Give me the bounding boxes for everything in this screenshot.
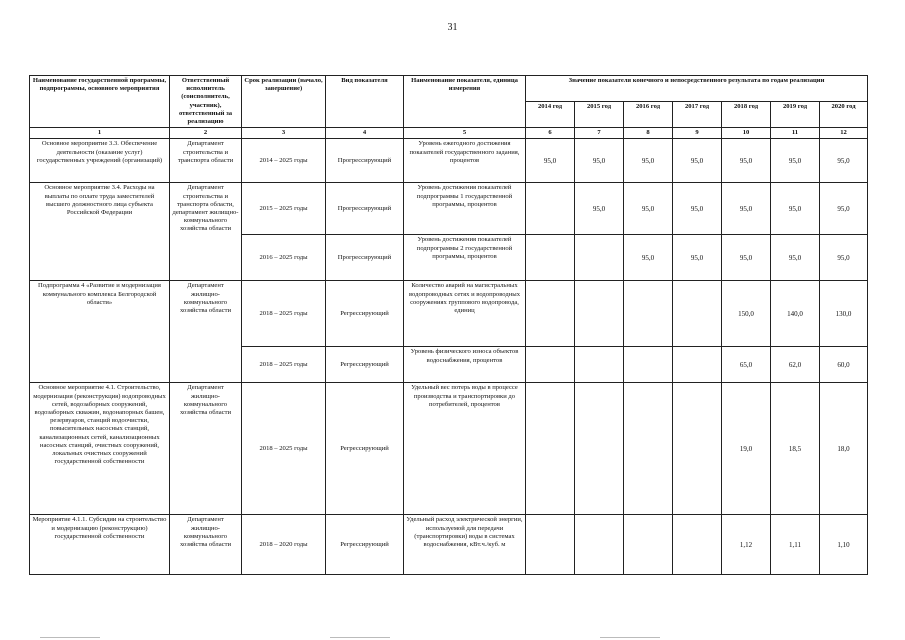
value-cell — [673, 281, 722, 347]
value-cell — [526, 515, 575, 575]
indicator-name-cell: Уровень ежегодного достижения показателей государственного задания, процентов — [404, 139, 526, 183]
value-cell — [526, 347, 575, 383]
value-cell: 19,0 — [722, 383, 771, 515]
program-name-cell: Основное мероприятие 3.3. Обеспечение деятельности (оказание услуг) государственных учреждений (организаций) — [30, 139, 170, 183]
value-cell — [624, 347, 673, 383]
value-cell — [575, 281, 624, 347]
column-index: 9 — [673, 128, 722, 139]
header-year: 2014 год — [526, 102, 575, 128]
value-cell: 95,0 — [575, 139, 624, 183]
indicator-type-cell: Прогрессирующий — [326, 139, 404, 183]
scan-edge-mark — [40, 637, 100, 638]
indicators-table — [29, 75, 868, 575]
value-cell: 95,0 — [624, 139, 673, 183]
indicator-type-cell: Регрессирующий — [326, 383, 404, 515]
scan-edge-mark — [600, 637, 660, 638]
indicator-name-cell: Удельный расход электрической энергии, используемой для передачи (транспортировки) воды в системах водоснабжения, кВт.ч./куб. м — [404, 515, 526, 575]
column-index: 1 — [30, 128, 170, 139]
period-cell: 2014 – 2025 годы — [242, 139, 326, 183]
value-cell — [526, 281, 575, 347]
header-year: 2019 год — [771, 102, 820, 128]
value-cell: 95,0 — [673, 139, 722, 183]
header-year: 2015 год — [575, 102, 624, 128]
header-year: 2017 год — [673, 102, 722, 128]
value-cell: 95,0 — [771, 183, 820, 235]
indicator-type-cell: Регрессирующий — [326, 515, 404, 575]
value-cell — [526, 383, 575, 515]
executor-cell: Департамент жилищно-коммунального хозяйства области — [170, 281, 242, 383]
indicator-name-cell: Уровень физического износа объектов водоснабжения, процентов — [404, 347, 526, 383]
header-program-name: Наименование государственной программы, подпрограммы, основного мероприятия — [30, 76, 170, 128]
value-cell: 150,0 — [722, 281, 771, 347]
value-cell — [624, 281, 673, 347]
header-indicator-type: Вид показателя — [326, 76, 404, 128]
value-cell: 95,0 — [820, 235, 868, 281]
indicator-type-cell: Прогрессирующий — [326, 183, 404, 235]
value-cell: 95,0 — [673, 183, 722, 235]
header-year: 2018 год — [722, 102, 771, 128]
value-cell — [526, 183, 575, 235]
executor-cell: Департамент строительства и транспорта области, департамент жилищно-коммунального хозяйства области — [170, 183, 242, 281]
value-cell: 1,12 — [722, 515, 771, 575]
indicator-name-cell: Количество аварий на магистральных водопроводных сетях и водопроводных сооружениях группового водопровода, единиц — [404, 281, 526, 347]
page-number: 31 — [447, 22, 458, 33]
header-executor: Ответственный исполнитель (соисполнитель, участник), ответственный за реализацию — [170, 76, 242, 128]
indicator-name-cell: Уровень достижения показателей подпрограммы 2 государственной программы, процентов — [404, 235, 526, 281]
period-cell: 2016 – 2025 годы — [242, 235, 326, 281]
column-index: 3 — [242, 128, 326, 139]
value-cell: 1,10 — [820, 515, 868, 575]
period-cell: 2018 – 2020 годы — [242, 515, 326, 575]
indicator-type-cell: Регрессирующий — [326, 281, 404, 347]
value-cell — [624, 515, 673, 575]
indicator-name-cell: Удельный вес потерь воды в процессе производства и транспортировки до потребителей, процентов — [404, 383, 526, 515]
table-row — [30, 139, 868, 183]
program-name-cell: Подпрограмма 4 «Развитие и модернизация коммунального комплекса Белгородской области» — [30, 281, 170, 383]
column-index: 10 — [722, 128, 771, 139]
table-row — [30, 515, 868, 575]
value-cell: 95,0 — [575, 183, 624, 235]
value-cell: 95,0 — [722, 235, 771, 281]
value-cell — [673, 383, 722, 515]
value-cell: 95,0 — [722, 139, 771, 183]
period-cell: 2018 – 2025 годы — [242, 347, 326, 383]
column-index: 2 — [170, 128, 242, 139]
value-cell: 95,0 — [722, 183, 771, 235]
header-row — [30, 76, 868, 102]
value-cell: 95,0 — [771, 139, 820, 183]
value-cell: 95,0 — [673, 235, 722, 281]
value-cell: 18,5 — [771, 383, 820, 515]
value-cell: 130,0 — [820, 281, 868, 347]
value-cell — [624, 383, 673, 515]
value-cell: 140,0 — [771, 281, 820, 347]
column-index: 12 — [820, 128, 868, 139]
value-cell: 95,0 — [771, 235, 820, 281]
value-cell — [526, 235, 575, 281]
column-index: 8 — [624, 128, 673, 139]
value-cell — [673, 515, 722, 575]
executor-cell: Департамент жилищно-коммунального хозяйства области — [170, 515, 242, 575]
indicator-type-cell: Прогрессирующий — [326, 235, 404, 281]
indicator-type-cell: Регрессирующий — [326, 347, 404, 383]
value-cell: 60,0 — [820, 347, 868, 383]
scan-edge-mark — [330, 637, 390, 638]
value-cell — [575, 347, 624, 383]
column-index: 7 — [575, 128, 624, 139]
table-row — [30, 383, 868, 515]
value-cell — [673, 347, 722, 383]
period-cell: 2015 – 2025 годы — [242, 183, 326, 235]
program-name-cell: Основное мероприятие 3.4. Расходы на выплаты по оплате труда заместителей высшего должностного лица субъекта Российской Федерации — [30, 183, 170, 281]
period-cell: 2018 – 2025 годы — [242, 383, 326, 515]
table-row — [30, 183, 868, 235]
program-name-cell: Основное мероприятие 4.1. Строительство, модернизация (реконструкция) водопроводных сетей, водозаборных сооружений, водозаборных скважин, водонапорных башен, резервуаров, станций водоочистки, повысительных насосных станций, канализационных сетей, канализационных насосных станций, очистных сооружений, локальных очистных сооружений государственной собственности — [30, 383, 170, 515]
value-cell: 95,0 — [820, 183, 868, 235]
column-index: 4 — [326, 128, 404, 139]
header-year: 2016 год — [624, 102, 673, 128]
executor-cell: Департамент жилищно-коммунального хозяйства области — [170, 383, 242, 515]
header-values-group: Значение показателя конечного и непосредственного результата по годам реализации — [526, 76, 868, 102]
indicator-name-cell: Уровень достижения показателей подпрограммы 1 государственной программы, процентов — [404, 183, 526, 235]
value-cell — [575, 515, 624, 575]
value-cell — [575, 383, 624, 515]
value-cell — [575, 235, 624, 281]
header-period: Срок реализации (начало, завершение) — [242, 76, 326, 128]
value-cell: 95,0 — [820, 139, 868, 183]
column-index-row — [30, 128, 868, 139]
value-cell: 62,0 — [771, 347, 820, 383]
table-row — [30, 281, 868, 347]
column-index: 5 — [404, 128, 526, 139]
column-index: 6 — [526, 128, 575, 139]
value-cell: 95,0 — [624, 183, 673, 235]
value-cell: 65,0 — [722, 347, 771, 383]
header-indicator-name: Наименование показателя, единица измерения — [404, 76, 526, 128]
value-cell: 95,0 — [526, 139, 575, 183]
value-cell: 1,11 — [771, 515, 820, 575]
value-cell: 95,0 — [624, 235, 673, 281]
value-cell: 18,0 — [820, 383, 868, 515]
program-name-cell: Мероприятие 4.1.1. Субсидии на строительство и модернизацию (реконструкцию) государственной собственности — [30, 515, 170, 575]
column-index: 11 — [771, 128, 820, 139]
executor-cell: Департамент строительства и транспорта области — [170, 139, 242, 183]
period-cell: 2018 – 2025 годы — [242, 281, 326, 347]
header-year: 2020 год — [820, 102, 868, 128]
